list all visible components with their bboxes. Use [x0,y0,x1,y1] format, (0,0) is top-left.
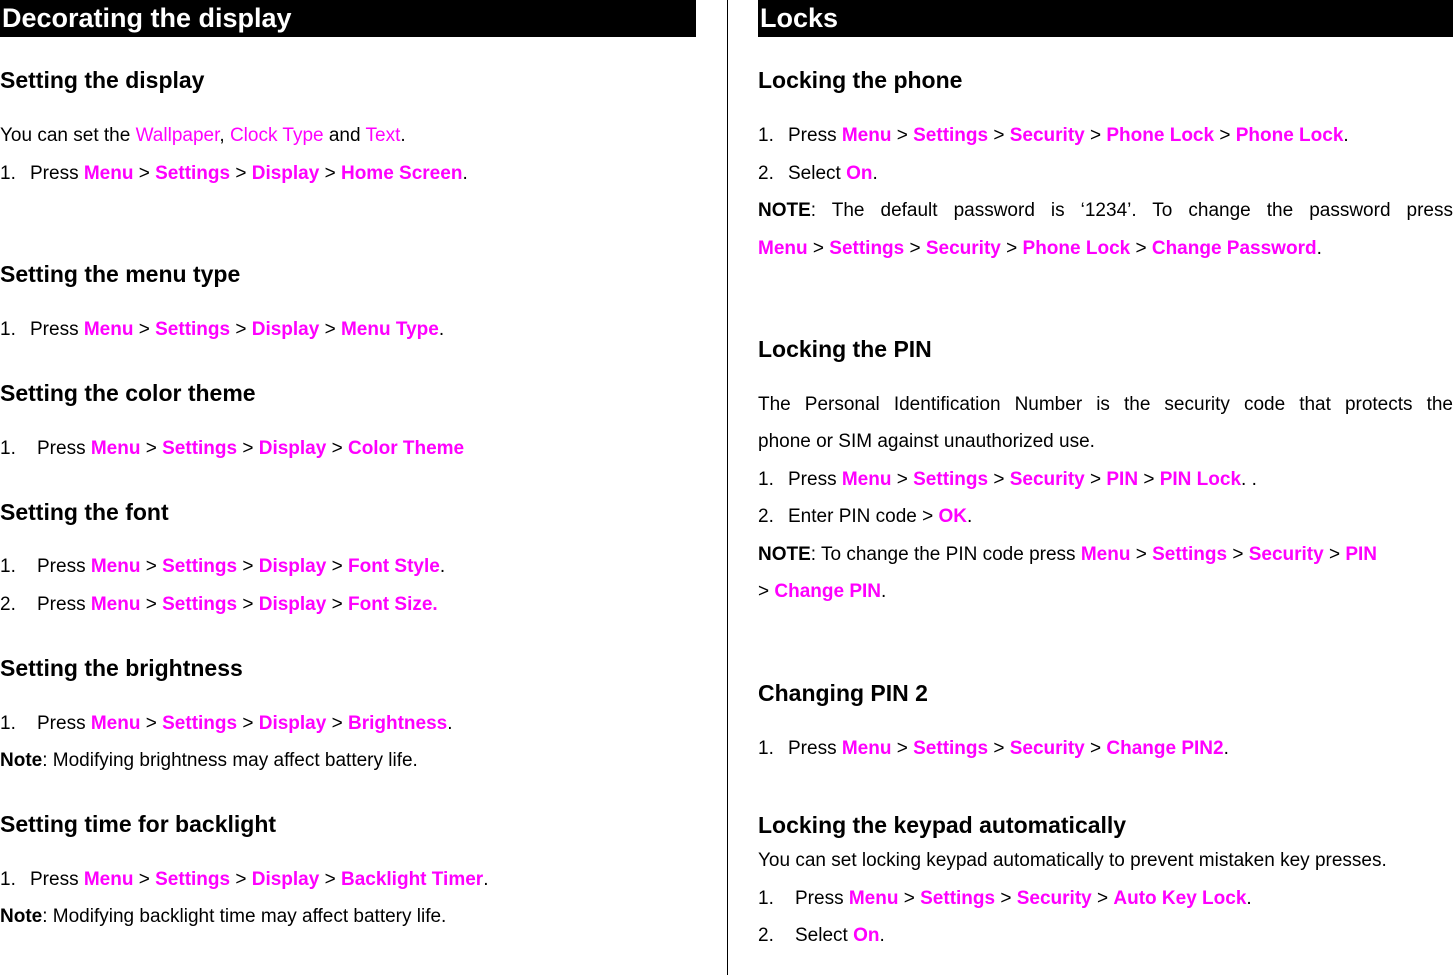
intro-setting-display: You can set the Wallpaper, Clock Type and Text. [0,125,406,146]
heading-brightness: Setting the brightness [0,655,243,681]
section-header-decorating: Decorating the display [0,0,696,37]
pin-description-line2: phone or SIM against unauthorized use. [758,431,1095,452]
note-change-pin-line1: NOTE: To change the PIN code press Menu > Settings > Security > PIN [758,544,1378,565]
step-brightness: 1. Press Menu > Settings > Display > Brightness. [0,713,453,734]
step-menu-type: 1. Press Menu > Settings > Display > Menu Type. [0,319,445,340]
step-color-theme: 1. Press Menu > Settings > Display > Color Theme [0,438,465,459]
heading-backlight: Setting time for backlight [0,811,277,837]
step-pin-lock: 1. Press Menu > Settings > Security > PIN > PIN Lock. . [758,469,1257,490]
section-header-locks: Locks [758,0,1453,37]
step-select-on-phone: 2. Select On. [758,163,878,184]
step-change-pin2: 1. Press Menu > Settings > Security > Change PIN2. [758,738,1229,759]
heading-setting-display: Setting the display [0,67,205,93]
step-phone-lock: 1. Press Menu > Settings > Security > Phone Lock > Phone Lock. [758,125,1349,146]
note-password-line1: NOTE: The default password is ‘1234’. To change the password press [758,200,1453,221]
pin-description-line1: The Personal Identification Number is the security code that protects the [758,394,1453,415]
heading-font: Setting the font [0,499,169,525]
column-divider [727,0,728,975]
left-column [0,0,696,927]
keypad-description: You can set locking keypad automatically to prevent mistaken key presses. [758,850,1387,871]
step-enter-pin: 2. Enter PIN code > OK. [758,506,973,527]
heading-locking-pin: Locking the PIN [758,336,932,362]
step-font-style: 1. Press Menu > Settings > Display > Font Style. [0,556,446,577]
step-select-on-keypad: 2. Select On. [758,925,885,946]
heading-keypad-lock: Locking the keypad automatically [758,812,1127,838]
right-column [758,0,1453,946]
note-change-pin-line2: > Change PIN. [758,581,887,602]
note-backlight: Note: Modifying backlight time may affect battery life. [0,906,447,927]
step-backlight-timer: 1. Press Menu > Settings > Display > Backlight Timer. [0,869,489,890]
step-home-screen: 1. Press Menu > Settings > Display > Home Screen. [0,163,468,184]
step-auto-key-lock: 1. Press Menu > Settings > Security > Auto Key Lock. [758,888,1252,909]
step-font-size: 2. Press Menu > Settings > Display > Font Size. [0,594,438,615]
heading-changing-pin2: Changing PIN 2 [758,680,928,706]
heading-locking-phone: Locking the phone [758,67,963,93]
heading-color-theme: Setting the color theme [0,380,256,406]
heading-menu-type: Setting the menu type [0,261,241,287]
note-brightness: Note: Modifying brightness may affect battery life. [0,750,418,771]
note-password-line2: Menu > Settings > Security > Phone Lock > Change Password. [758,238,1322,259]
